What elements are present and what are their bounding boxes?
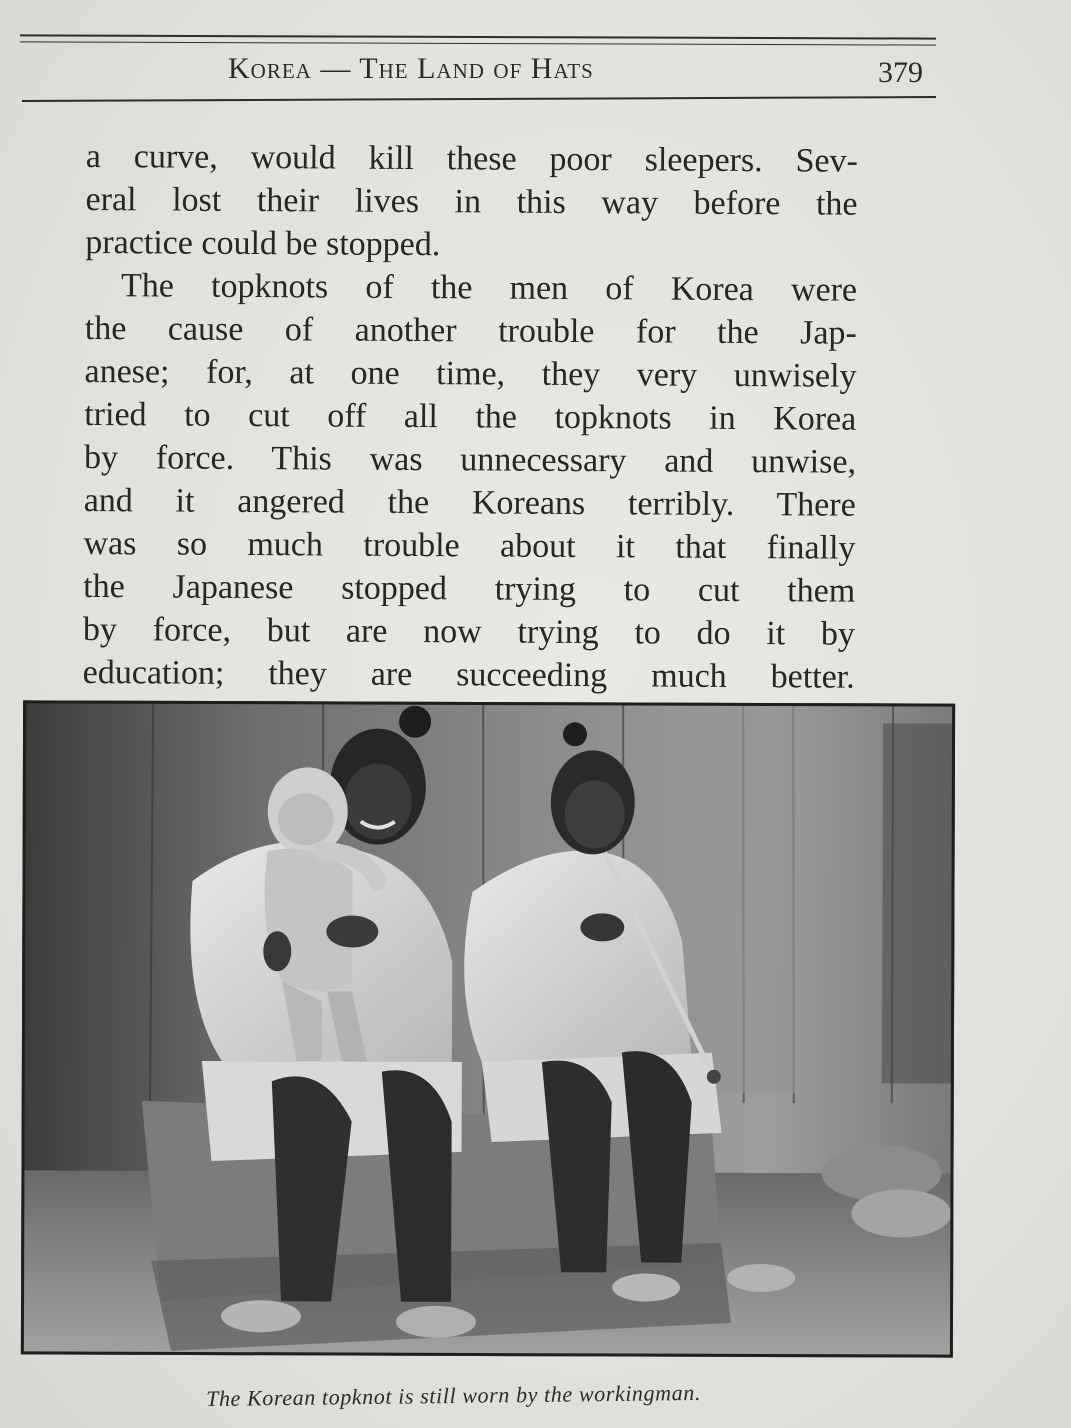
text-line: by force. This was unnecessary and unwise, — [83, 438, 857, 481]
header-underline-rule — [22, 96, 936, 102]
halftone-photograph — [21, 700, 955, 1357]
text-line: The topknots of the men of Korea were — [120, 267, 858, 309]
header-double-rule-bottom — [20, 41, 936, 45]
text-line: practice could be stopped. — [85, 223, 441, 264]
body-text — [83, 135, 858, 699]
text-line: the Japanese stopped trying to cut them — [83, 567, 856, 610]
text-line: was so much trouble about it that finally — [83, 524, 856, 567]
text-line: anese; for, at one time, they very unwisely — [84, 352, 857, 395]
text-line: education; they are succeeding much better. — [82, 653, 855, 696]
figure-caption: The Korean topknot is still worn by the workingman. — [206, 1379, 702, 1411]
text-line: eral lost their lives in this way before the — [85, 180, 858, 223]
text-line: tried to cut off all the topknots in Korea — [84, 395, 857, 438]
text-line: by force, but are now trying to do it by — [82, 610, 856, 653]
photo-illustration — [21, 700, 955, 1357]
text-line: and it angered the Koreans terribly. There — [83, 481, 856, 524]
text-line: a curve, would kill these poor sleepers. Sev- — [85, 137, 858, 180]
header-double-rule-top — [20, 34, 936, 39]
running-head: Korea — The Land of Hats — [228, 52, 594, 85]
page-number: 379 — [878, 56, 923, 89]
text-line: the cause of another trouble for the Jap- — [84, 309, 857, 352]
